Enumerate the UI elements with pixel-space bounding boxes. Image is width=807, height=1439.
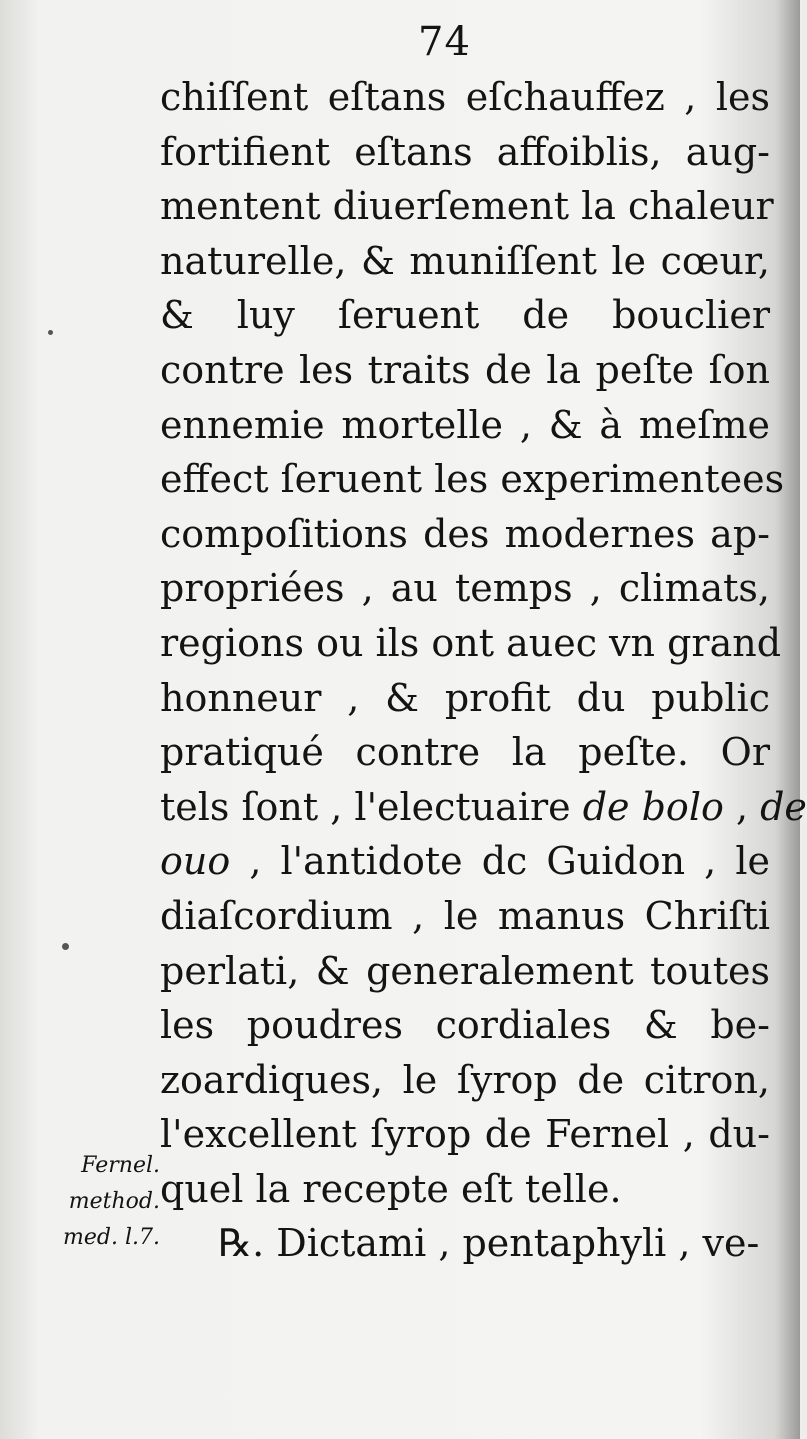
text-line: compoſitions des modernes ap- [160, 511, 770, 556]
text-line: quel la recepte eſt telle. [160, 1166, 622, 1211]
text-line: diaſcordium , le manus Chriſti [160, 893, 770, 938]
margin-note-line: Fernel. [81, 1153, 160, 1178]
text-line: pratiqué contre la peſte. Or [160, 730, 770, 775]
margin-note-line: med. l.7. [63, 1225, 160, 1250]
margin-note-line: method. [68, 1189, 160, 1214]
text-line: perlati, & generalement toutes [160, 948, 770, 993]
text-line-mixed [160, 834, 770, 889]
text-line: fortifient eſtans affoiblis, aug- [160, 129, 770, 174]
recipe-line: ℞. Dictami , pentaphyli , ve- [218, 1221, 760, 1266]
text-line: propriées , au temps , climats, [160, 566, 770, 611]
text-line: les poudres cordiales & be- [160, 1003, 770, 1048]
italic-term: de bolo [582, 784, 724, 829]
italic-term: ouo [160, 839, 231, 884]
margin-note [30, 1148, 160, 1256]
text-line: regions ou ils ont auec vn grand [160, 620, 782, 665]
body-text [160, 70, 807, 1271]
text-run: , l'antidote dc Guidon , le [230, 839, 770, 884]
text-line: naturelle, & muniſſent le cœur, [160, 238, 770, 283]
italic-term: de [760, 784, 807, 829]
text-run: , [723, 784, 761, 829]
text-line-mixed [160, 780, 807, 835]
ink-speck [48, 330, 53, 335]
text-line: l'excellent ſyrop de Fernel , du- [160, 1112, 770, 1157]
text-line: mentent diuerſement la chaleur [160, 184, 774, 229]
text-line: ennemie mortelle , & à meſme [160, 402, 770, 447]
text-line: zoardiques, le ſyrop de citron, [160, 1057, 770, 1102]
text-line: effect ſeruent les experimentees [160, 457, 785, 502]
text-line: honneur , & profit du public [160, 675, 770, 720]
text-line: contre les traits de la peſte ſon [160, 347, 770, 392]
text-run: tels ſont , l'electuaire [160, 784, 583, 829]
text-line: & luy ſeruent de bouclier [160, 293, 770, 338]
page-number: 74 [418, 19, 471, 65]
text-line: chiſſent eſtans eſchauffez , les [160, 75, 770, 119]
ink-speck [62, 943, 69, 950]
